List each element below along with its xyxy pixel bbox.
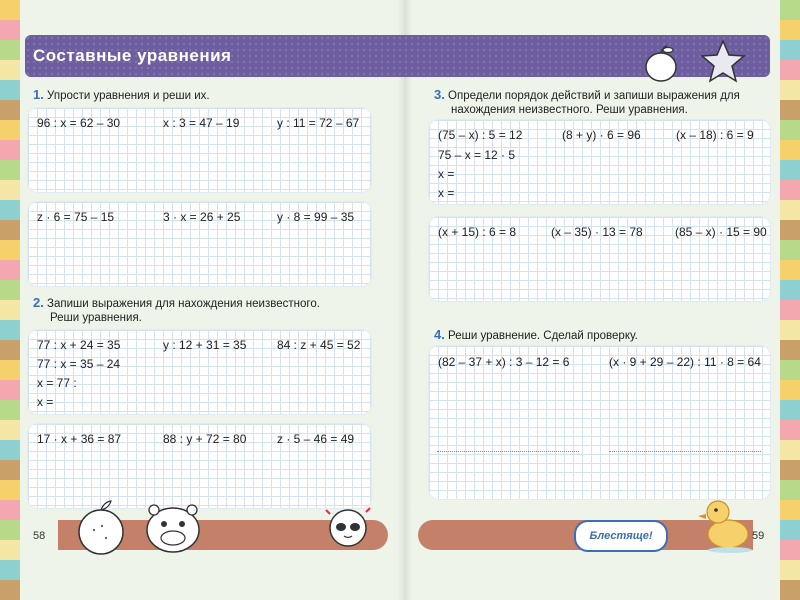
equation: (x – 18) : 6 = 9 [676,128,754,142]
equation: 3 · x = 26 + 25 [163,210,241,224]
praise-badge: Блестяще! [574,520,668,552]
hippo-icon [140,500,206,556]
equation: 88 : y + 72 = 80 [163,432,247,446]
page-number-right: 59 [752,530,765,542]
task-1-number: 1. [33,87,44,102]
equation: (85 – x) · 15 = 90 [675,225,767,239]
task-1-text: Упрости уравнения и реши их. [47,90,210,102]
equation: (x · 9 + 29 – 22) : 11 · 8 = 64 [609,355,761,369]
equation: y · 8 = 99 – 35 [277,210,355,224]
answer-line[interactable] [609,451,761,452]
task-2-text-line-1: Запиши выражения для нахождения неизвестного. [47,298,320,310]
task-2-text-line-2: Реши уравнения. [50,312,142,324]
task-1-title [33,88,210,103]
work-line: 77 : x = 35 – 24 [37,357,121,371]
equation: x : 3 = 47 – 19 [163,116,240,130]
equation: y : 12 + 31 = 35 [163,338,247,352]
equation: (x + 15) : 6 = 8 [438,225,517,239]
equation: z · 5 – 46 = 49 [277,432,355,446]
sloth-icon [318,500,380,558]
task-3-title [434,88,740,117]
work-line: x = [37,395,54,409]
equation: 84 : z + 45 = 52 [277,338,361,352]
right-pattern-strip [780,0,800,600]
equation: (8 + y) · 6 = 96 [562,128,641,142]
equation: (82 – 37 + x) : 3 – 12 = 6 [438,355,570,369]
answer-line[interactable] [437,451,579,452]
left-pattern-strip [0,0,20,600]
work-line: x = [438,167,455,181]
task-2-number: 2. [33,295,44,310]
star-icon [700,38,746,84]
equation: 77 : x + 24 = 35 [37,338,121,352]
page-number-left: 58 [33,530,46,542]
task-3-text-line-1: Определи порядок действий и запиши выражения для [448,90,740,102]
task-4-title [434,328,638,343]
equation: 96 : x = 62 – 30 [37,116,121,130]
equation: (75 – x) : 5 = 12 [438,128,523,142]
task-2-title [33,296,320,325]
work-line: x = 77 : [37,376,77,390]
work-line: 75 – x = 12 · 5 [438,148,516,162]
work-line: x = [438,186,455,200]
orange-icon [72,498,130,558]
page-title: Составные уравнения [33,46,232,65]
duck-icon [696,494,756,554]
equation: 17 · x + 36 = 87 [37,432,122,446]
book-spine [398,0,412,600]
task-3-text-line-2: нахождения неизвестного. Реши уравнения. [451,104,688,116]
task-4-number: 4. [434,327,445,342]
apple-icon [640,42,682,84]
task-4-text: Реши уравнение. Сделай проверку. [448,330,638,342]
task-3-number: 3. [434,87,445,102]
equation: y : 11 = 72 – 67 [277,116,360,130]
equation: z · 6 = 75 – 15 [37,210,115,224]
equation: (x – 35) · 13 = 78 [551,225,643,239]
